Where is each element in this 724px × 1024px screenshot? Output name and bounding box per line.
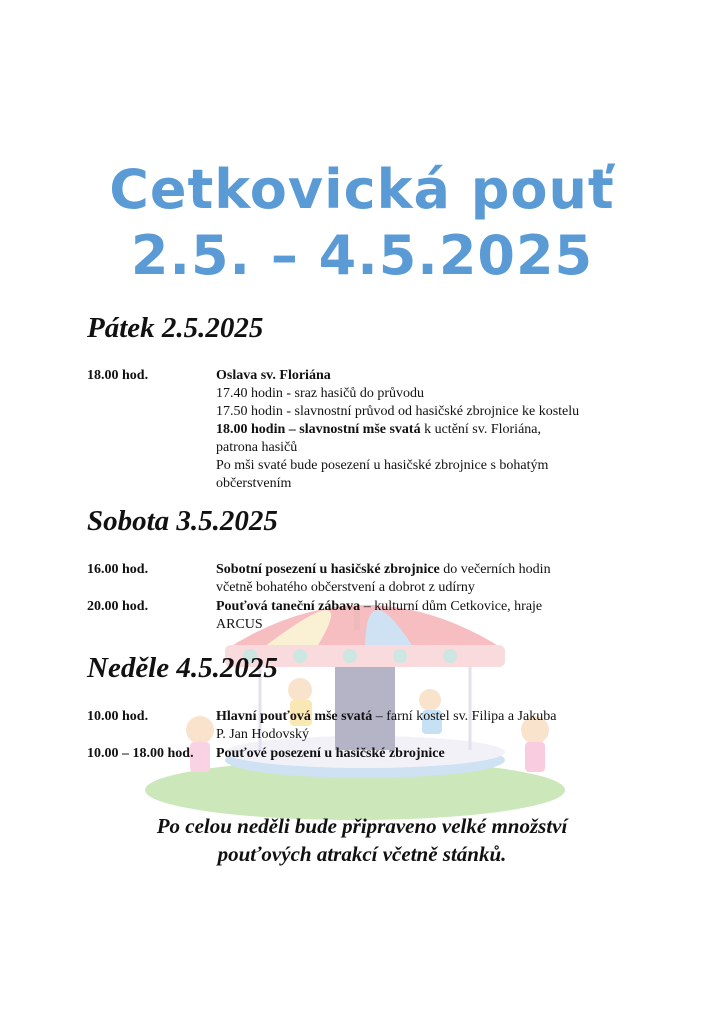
event-block-friday bbox=[216, 367, 646, 493]
event-line: 17.40 hodin - sraz hasičů do průvodu bbox=[216, 386, 425, 401]
event-line: Po mši svaté bude posezení u hasičské zbrojnice s bohatým bbox=[216, 458, 549, 473]
day-heading-friday: Pátek 2.5.2025 bbox=[87, 312, 264, 344]
event-line: 17.50 hodin - slavnostní průvod od hasičské zbrojnice ke kostelu bbox=[216, 404, 580, 419]
event-line: patrona hasičů bbox=[216, 440, 298, 455]
day-heading-sunday: Neděle 4.5.2025 bbox=[87, 652, 278, 684]
event-block-sunday-2: Pouťové posezení u hasičské zbrojnice bbox=[216, 746, 445, 761]
event-line: 18.00 hodin – slavnostní mše svatá k uctění sv. Floriána, bbox=[216, 422, 541, 437]
time-label: 20.00 hod. bbox=[87, 599, 149, 614]
event-block-sunday-1: Hlavní pouťová mše svatá – farní kostel sv. Filipa a Jakuba P. Jan Hodovský bbox=[216, 709, 557, 742]
page-title: Cetkovická pouť bbox=[109, 158, 615, 221]
event-line: občerstvením bbox=[216, 476, 292, 491]
event-block-saturday-1: Sobotní posezení u hasičské zbrojnice do večerních hodin včetně bohatého občerstvení a dobrot z udírny bbox=[216, 562, 551, 595]
time-label: 10.00 – 18.00 hod. bbox=[87, 746, 194, 761]
time-label: 10.00 hod. bbox=[87, 709, 149, 724]
time-label: 18.00 hod. bbox=[87, 368, 149, 383]
date-range-title: 2.5. – 4.5.2025 bbox=[130, 224, 594, 287]
time-label: 16.00 hod. bbox=[87, 562, 149, 577]
day-heading-saturday: Sobota 3.5.2025 bbox=[87, 505, 278, 537]
event-block-saturday-2: Pouťová taneční zábava – kulturní dům Cetkovice, hraje ARCUS bbox=[216, 599, 543, 632]
footer-note: Po celou neděli bude připraveno velké množství pouťových atrakcí včetně stánků. bbox=[156, 814, 568, 866]
event-title: Oslava sv. Floriána bbox=[216, 368, 331, 383]
